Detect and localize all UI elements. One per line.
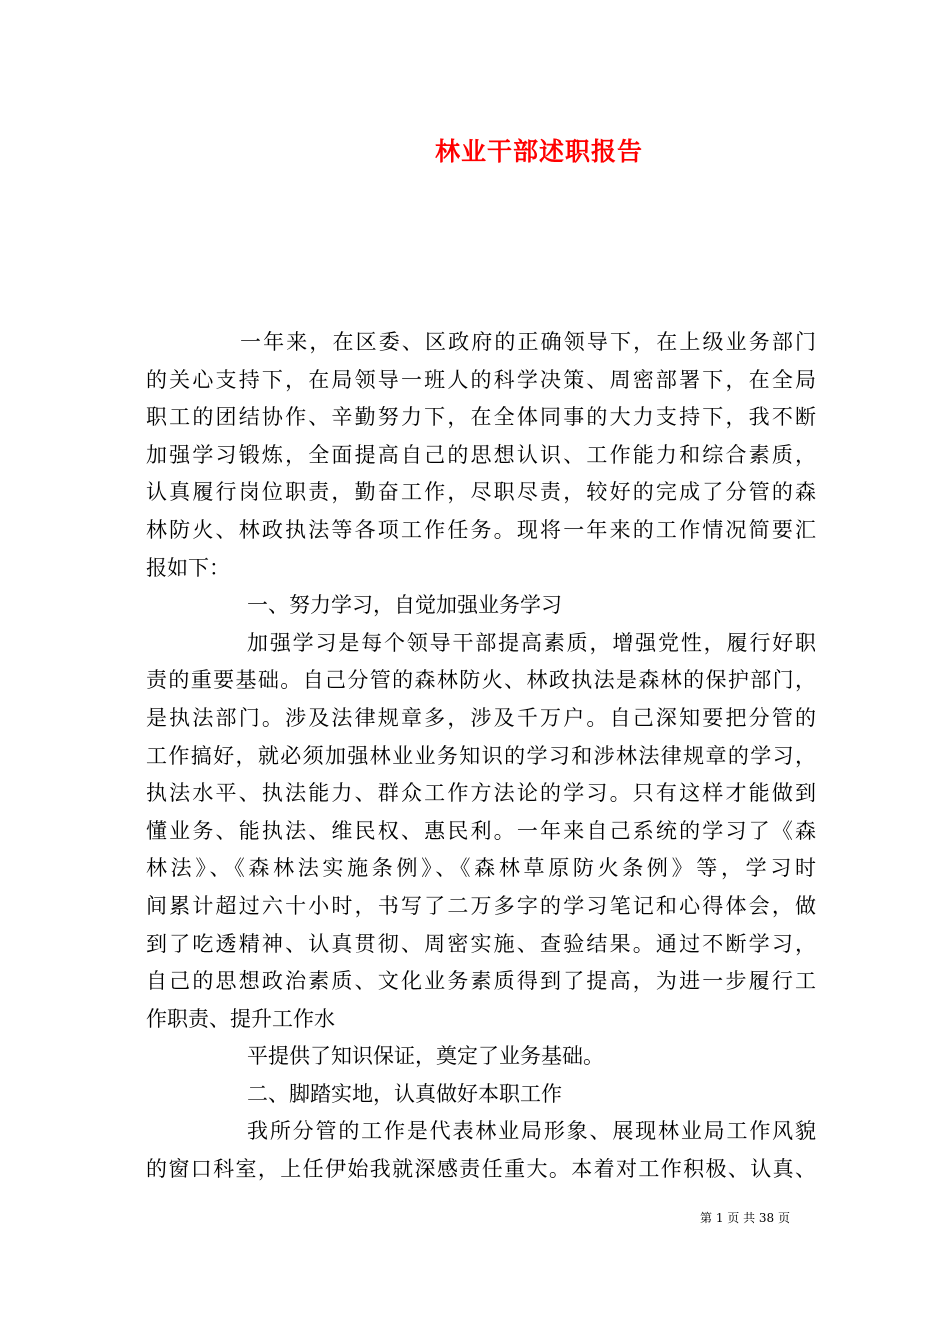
paragraph-line: 职工的团结协作、辛勤努力下，在全体同事的大力支持下，我不断 — [146, 405, 816, 430]
paragraph-line: 平提供了知识保证，奠定了业务基础。 — [247, 1044, 604, 1069]
paragraph-line: 是执法部门。涉及法律规章多，涉及千万户。自己深知要把分管的 — [146, 705, 816, 730]
paragraph-line: 自己的思想政治素质、文化业务素质得到了提高，为进一步履行工 — [146, 969, 816, 994]
section-heading: 一、努力学习，自觉加强业务学习 — [247, 593, 562, 618]
paragraph-line: 加强学习锻炼，全面提高自己的思想认识、工作能力和综合素质， — [146, 442, 816, 467]
paragraph-line: 我所分管的工作是代表林业局形象、展现林业局工作风貌 — [247, 1119, 816, 1144]
paragraph-line: 认真履行岗位职责，勤奋工作，尽职尽责，较好的完成了分管的森 — [146, 480, 816, 505]
paragraph-line: 加强学习是每个领导干部提高素质，增强党性，履行好职 — [247, 630, 816, 655]
paragraph-line: 的窗口科室，上任伊始我就深感责任重大。本着对工作积极、认真、 — [146, 1157, 816, 1182]
section-heading: 二、脚踏实地，认真做好本职工作 — [247, 1081, 562, 1106]
paragraph-line: 的关心支持下，在局领导一班人的科学决策、周密部署下，在全局 — [146, 367, 816, 392]
paragraph-line: 责的重要基础。自己分管的森林防火、林政执法是森林的保护部门， — [146, 668, 816, 693]
page-title: 林业干部述职报告 — [434, 137, 643, 166]
paragraph-line: 林防火、林政执法等各项工作任务。现将一年来的工作情况简要汇 — [146, 517, 816, 542]
page-number-footer: 第 1 页 共 38 页 — [700, 1211, 790, 1225]
document-body — [146, 324, 816, 1189]
paragraph-line: 一年来，在区委、区政府的正确领导下，在上级业务部门 — [240, 330, 816, 354]
paragraph-line: 间累计超过六十小时，书写了二万多字的学习笔记和心得体会，做 — [146, 893, 816, 918]
paragraph-line: 林法》、《森林法实施条例》、《森林草原防火条例》等，学习时 — [146, 856, 816, 881]
paragraph-line: 到了吃透精神、认真贯彻、周密实施、查验结果。通过不断学习， — [146, 931, 816, 956]
paragraph-line: 懂业务、能执法、维民权、惠民利。一年来自己系统的学习了《森 — [146, 818, 816, 843]
paragraph-line: 报如下： — [146, 555, 230, 580]
paragraph-line: 作职责、提升工作水 — [146, 1006, 335, 1031]
paragraph-line: 执法水平、执法能力、群众工作方法论的学习。只有这样才能做到 — [146, 781, 816, 806]
paragraph-line: 工作搞好，就必须加强林业业务知识的学习和涉林法律规章的学习， — [146, 743, 816, 768]
